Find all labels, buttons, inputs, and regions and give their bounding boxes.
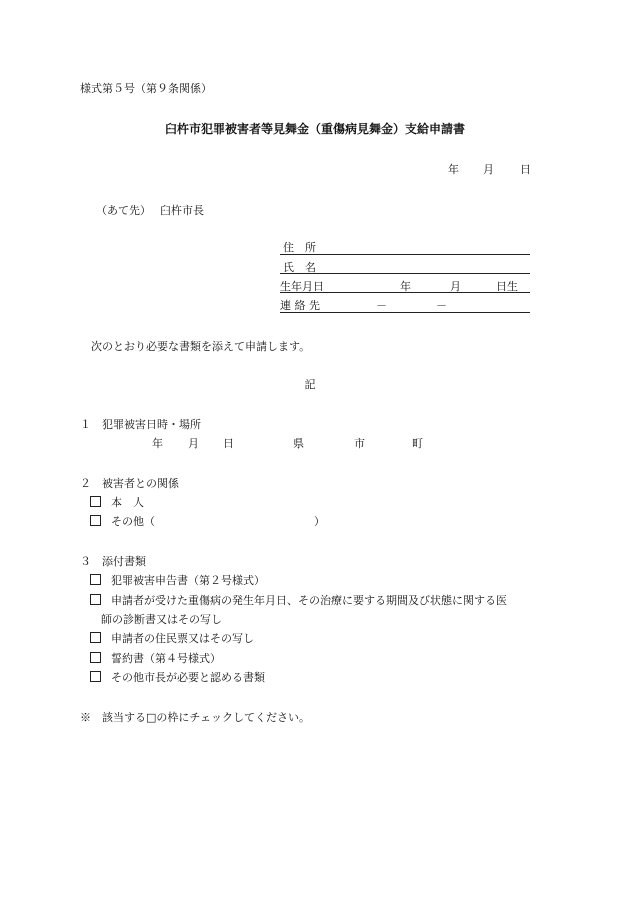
relation-self-checkbox[interactable]: [90, 496, 101, 507]
birth-day-label: 日生: [496, 280, 518, 293]
attachment-checkbox-3[interactable]: [90, 632, 101, 643]
attachment-label-5: その他市長が必要と認める書類: [111, 671, 265, 684]
incident-day-label: 日: [223, 437, 234, 450]
section2-heading: ２ 被害者との関係: [80, 477, 179, 490]
form-reference: 様式第５号（第９条関係）: [80, 82, 212, 95]
attachment-checkbox-4[interactable]: [90, 652, 101, 663]
contact-dash-2: －: [436, 299, 447, 312]
name-field-line[interactable]: [280, 273, 530, 274]
contact-field-line[interactable]: [280, 312, 530, 313]
attachment-label-1: 犯罪被害申告書（第２号様式）: [111, 574, 265, 587]
attachment-checkbox-5[interactable]: [90, 671, 101, 682]
attachment-item[interactable]: [90, 632, 254, 646]
relation-self-option[interactable]: [90, 496, 144, 510]
contact-dash-1: －: [376, 299, 387, 312]
incident-month-label: 月: [188, 437, 199, 450]
attachment-item[interactable]: [90, 652, 221, 666]
birth-month-label: 月: [450, 280, 461, 293]
attachment-label-2: 申請者が受けた重傷病の発生年月日、その治療に要する期間及び状態に関する医: [111, 594, 507, 607]
attachment-item[interactable]: [90, 594, 507, 608]
incident-year-label: 年: [152, 437, 163, 450]
incident-prefecture-label: 県: [293, 437, 304, 450]
ki-heading: 記: [304, 378, 316, 391]
relation-other-label: その他（: [111, 515, 155, 528]
section3-heading: ３ 添付書類: [80, 555, 146, 568]
attachment-label-3: 申請者の住民票又はその写し: [111, 632, 254, 645]
intro-text: 次のとおり必要な書類を添えて申請します。: [91, 340, 311, 353]
document-title: 臼杵市犯罪被害者等見舞金（重傷病見舞金）支給申請書: [164, 122, 465, 136]
address-label: 住 所: [283, 241, 316, 254]
incident-town-label: 町: [412, 437, 423, 450]
birthdate-label: 生年月日: [280, 280, 324, 293]
addressee-label: （あて先）: [96, 204, 151, 217]
relation-other-option[interactable]: [90, 515, 155, 529]
address-field-line[interactable]: [280, 254, 530, 255]
date-year-label: 年: [448, 163, 459, 176]
attachment-checkbox-2[interactable]: [90, 594, 101, 605]
birth-year-label: 年: [400, 280, 411, 293]
date-day-label: 日: [520, 163, 531, 176]
attachment-label-2-continued: 師の診断書又はその写し: [101, 613, 222, 626]
birthdate-field-line[interactable]: [280, 292, 530, 293]
date-month-label: 月: [483, 163, 494, 176]
attachment-label-4: 誓約書（第４号様式）: [111, 652, 221, 665]
attachment-item[interactable]: [90, 671, 265, 685]
addressee-name: 臼杵市長: [160, 204, 204, 217]
name-label: 氏 名: [283, 261, 316, 274]
attachment-checkbox-1[interactable]: [90, 574, 101, 585]
attachment-item[interactable]: [90, 574, 265, 588]
relation-other-close: ）: [314, 515, 325, 528]
relation-self-label: 本 人: [111, 496, 144, 509]
section1-heading: １ 犯罪被害日時・場所: [80, 418, 201, 431]
contact-label: 連 絡 先: [280, 299, 320, 312]
incident-city-label: 市: [354, 437, 365, 450]
checkbox-instruction-note: ※ 該当する□の枠にチェックしてください。: [80, 711, 311, 724]
relation-other-checkbox[interactable]: [90, 515, 101, 526]
